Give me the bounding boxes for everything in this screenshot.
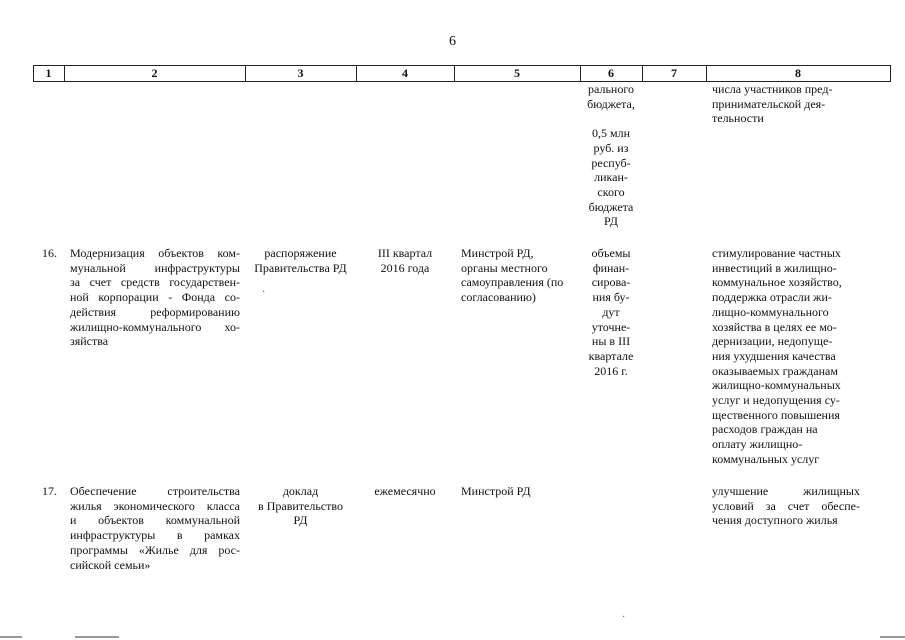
text-line: самоуправления (по [461, 275, 564, 290]
deadline-cell [356, 484, 454, 499]
column-header-3: 3 [297, 66, 304, 80]
text-line: Правительства РД [254, 260, 347, 275]
document-type-cell [245, 246, 356, 275]
deadline-cell [356, 246, 454, 275]
text-line: стимулирование частных [712, 246, 841, 260]
text-line: зяйства [70, 334, 109, 349]
text-line: в Правительство [258, 498, 343, 513]
text-line: сийской семьи» [70, 557, 151, 572]
text-line: коммунальных услуг [712, 451, 820, 466]
continuation-result-cell [712, 82, 862, 126]
text-line: уточне- [591, 319, 631, 334]
scan-dot: · [262, 287, 266, 298]
text-line: РД [604, 214, 618, 229]
text-line: 2016 года [380, 260, 430, 275]
text-line: ликан- [594, 170, 628, 185]
row-number: 17. [42, 484, 57, 498]
text-line: финан- [592, 260, 630, 275]
text-line: и объектов коммунальной [70, 513, 240, 528]
column-header-6: 6 [608, 66, 614, 80]
text-line: лищно-коммунального [712, 304, 829, 319]
column-header-4: 4 [402, 66, 408, 80]
text-line: ежемесячно [374, 484, 436, 498]
text-line: хозяйства в целях ее мо- [712, 319, 837, 334]
text-line: жилищно-коммунального хо- [70, 319, 240, 334]
scan-artifact [880, 636, 905, 638]
text-line: расходов граждан на [712, 422, 818, 437]
expected-result-cell [712, 246, 862, 467]
text-line: органы местного [461, 260, 548, 275]
text-line: щественного повышения [712, 407, 840, 422]
text-line: ния бу- [592, 290, 630, 305]
responsible-cell [461, 484, 579, 499]
expected-result-cell [712, 484, 860, 528]
text-line: рального [588, 82, 634, 96]
text-line: мунальной инфраструктуры [70, 260, 240, 275]
text-line: поддержка отрасли жи- [712, 290, 832, 305]
text-line: руб. из [593, 140, 629, 155]
text-line: жилищно-коммунальных [712, 378, 841, 393]
text-line: 0,5 млн [591, 126, 630, 141]
text-line: жилья экономического класса [70, 498, 240, 513]
scan-dot: · [622, 612, 626, 623]
text-line: оплату жилищно- [712, 437, 803, 452]
text-line: условий за счет обеспе- [712, 498, 860, 513]
text-line: доклад [282, 484, 319, 498]
responsible-cell [461, 246, 579, 305]
text-line: Модернизация объектов ком- [70, 246, 240, 260]
text-line: действия реформированию [70, 304, 240, 319]
text-line: услуг и недопущения су- [712, 393, 840, 408]
text-line: объемы [591, 246, 631, 260]
text-line: квартале [588, 348, 634, 363]
text-line: ной корпорации - Фонда со- [70, 290, 240, 305]
column-header-5: 5 [514, 66, 520, 80]
measure-name-cell [70, 484, 240, 572]
text-line: бюджета [588, 199, 634, 214]
column-header-2: 2 [151, 66, 158, 80]
text-line: РД [293, 513, 308, 528]
text-line: улучшение жилищных [712, 484, 860, 498]
funding-cell [580, 246, 642, 378]
row-number: 16. [42, 246, 57, 260]
text-line: чения доступного жилья [712, 513, 838, 528]
scan-artifacts [0, 630, 905, 640]
text-line: коммунальное хозяйство, [712, 275, 842, 290]
continuation-funding-cell [580, 82, 642, 229]
text-line: Минстрой РД [461, 484, 531, 498]
document-type-cell [245, 484, 356, 528]
column-header-8: 8 [795, 66, 801, 80]
text-line: распоряжение [264, 246, 337, 260]
text-line: программы «Жилье для рос- [70, 542, 240, 557]
text-line: дернизации, недопуще- [712, 334, 833, 349]
text-line [580, 111, 642, 126]
page-number: 6 [449, 34, 456, 49]
text-line: числа участников пред- [712, 82, 833, 96]
scan-artifact [75, 636, 119, 638]
text-line: сирова- [591, 275, 631, 290]
column-divider [890, 65, 891, 81]
text-line: ского [597, 184, 625, 199]
text-line: ны в III [591, 334, 631, 349]
table-header-top-border [33, 65, 891, 66]
text-line: Минстрой РД, [461, 246, 534, 260]
text-line: инфраструктуры в рамках [70, 528, 240, 543]
text-line: оказываемых гражданам [712, 363, 838, 378]
text-line: инвестиций в жилищно- [712, 260, 837, 275]
text-line: 2016 г. [594, 363, 628, 378]
text-line: респуб- [591, 155, 631, 170]
text-line: Обеспечение строительства [70, 484, 240, 498]
text-line: III квартал [377, 246, 433, 260]
text-line: согласованию) [461, 290, 536, 305]
text-line: принимательской дея- [712, 96, 826, 111]
scan-artifact [0, 636, 22, 638]
column-header-7: 7 [671, 66, 677, 80]
text-line: дут [602, 304, 620, 319]
measure-name-cell [70, 246, 240, 349]
text-line: ния ухудшения качества [712, 348, 836, 363]
text-line: за счет средств государствен- [70, 275, 240, 290]
text-line: бюджета, [587, 96, 635, 111]
text-line: тельности [712, 111, 764, 126]
column-header-1: 1 [45, 66, 52, 80]
